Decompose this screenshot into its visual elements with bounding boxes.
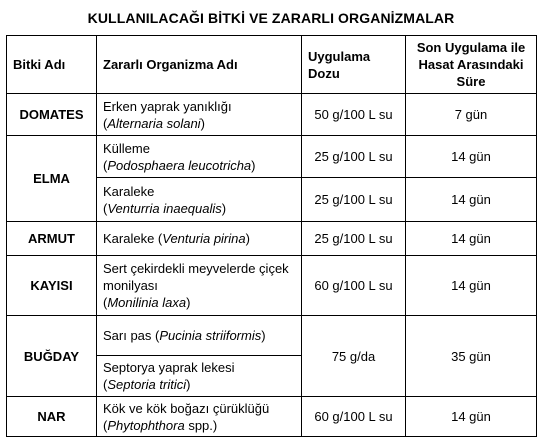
dose-cell: 75 g/da: [302, 316, 406, 397]
table-row: [7, 256, 537, 316]
organism-common-name: Sarı pas: [103, 328, 152, 343]
table-row: [7, 222, 537, 256]
plant-name: KAYISI: [7, 256, 97, 316]
pest-table: [6, 35, 537, 437]
dose-cell: 50 g/100 L su: [302, 94, 406, 136]
organism-cell: Karaleke (Venturria inaequalis): [97, 178, 302, 222]
organism-scientific-name: Alternaria solani: [107, 115, 201, 131]
organism-cell: Erken yaprak yanıklığı (Alternaria solani): [97, 94, 302, 136]
dose-cell: 25 g/100 L su: [302, 178, 406, 222]
organism-cell: Külleme (Podosphaera leucotricha): [97, 136, 302, 178]
plant-name: NAR: [7, 397, 97, 437]
organism-common-name: Külleme: [103, 140, 150, 156]
organism-scientific-name: Phytophthora: [107, 417, 185, 433]
organism-common-name: Septorya yaprak lekesi: [103, 360, 235, 375]
organism-common-name: Karaleke: [103, 231, 155, 246]
organism-scientific-name: Venturia pirina: [162, 231, 246, 246]
organism-scientific-name: Venturria inaequalis: [107, 200, 222, 216]
organism-cell: Karaleke (Venturia pirina): [97, 222, 302, 256]
days-cell: 14 gün: [406, 222, 537, 256]
organism-suffix: spp.: [188, 417, 213, 433]
organism-scientific-name: Septoria tritici: [107, 377, 187, 392]
organism-common-name: Kök ve kök boğazı çürüklüğü: [103, 400, 270, 416]
organism-cell: Septorya yaprak lekesi (Septoria tritici): [97, 356, 302, 397]
plant-name: ELMA: [7, 136, 97, 222]
document-title: KULLANILACAĞI BİTKİ VE ZARARLI ORGANİZMALAR: [87, 10, 455, 26]
dose-cell: 25 g/100 L su: [302, 222, 406, 256]
table-row: [7, 316, 537, 356]
table-row: [7, 94, 537, 136]
table-header-row: [7, 36, 537, 94]
organism-scientific-name: Pucinia striiformis: [159, 328, 262, 343]
organism-scientific-name: Podosphaera leucotricha: [107, 157, 252, 173]
days-cell: 14 gün: [406, 256, 537, 316]
header-organism: Zararlı Organizma Adı: [97, 36, 302, 94]
header-dose: Uygulama Dozu: [302, 36, 406, 94]
dose-cell: 60 g/100 L su: [302, 256, 406, 316]
days-cell: 14 gün: [406, 397, 537, 437]
plant-name: DOMATES: [7, 94, 97, 136]
table-row: [7, 136, 537, 178]
organism-cell: Sarı pas (Pucinia striiformis): [97, 316, 302, 356]
days-cell: 7 gün: [406, 94, 537, 136]
organism-cell: Sert çekirdekli meyvelerde çiçek monilyası (Monilinia laxa): [97, 256, 302, 316]
dose-cell: 60 g/100 L su: [302, 397, 406, 437]
organism-scientific-name: Monilinia laxa: [107, 295, 187, 310]
table-row: [7, 397, 537, 437]
days-cell: 35 gün: [406, 316, 537, 397]
dose-cell: 25 g/100 L su: [302, 136, 406, 178]
plant-name: BUĞDAY: [7, 316, 97, 397]
header-plant: Bitki Adı: [7, 36, 97, 94]
plant-name: ARMUT: [7, 222, 97, 256]
days-cell: 14 gün: [406, 136, 537, 178]
organism-common-name: Erken yaprak yanıklığı: [103, 98, 232, 114]
header-days: Son Uygulama ile Hasat Arasındaki Süre: [406, 36, 537, 94]
organism-common-name: Sert çekirdekli meyvelerde çiçek monilyası: [103, 261, 289, 293]
organism-common-name: Karaleke: [103, 183, 155, 199]
days-cell: 14 gün: [406, 178, 537, 222]
organism-cell: Kök ve kök boğazı çürüklüğü (Phytophthora spp.): [97, 397, 302, 437]
